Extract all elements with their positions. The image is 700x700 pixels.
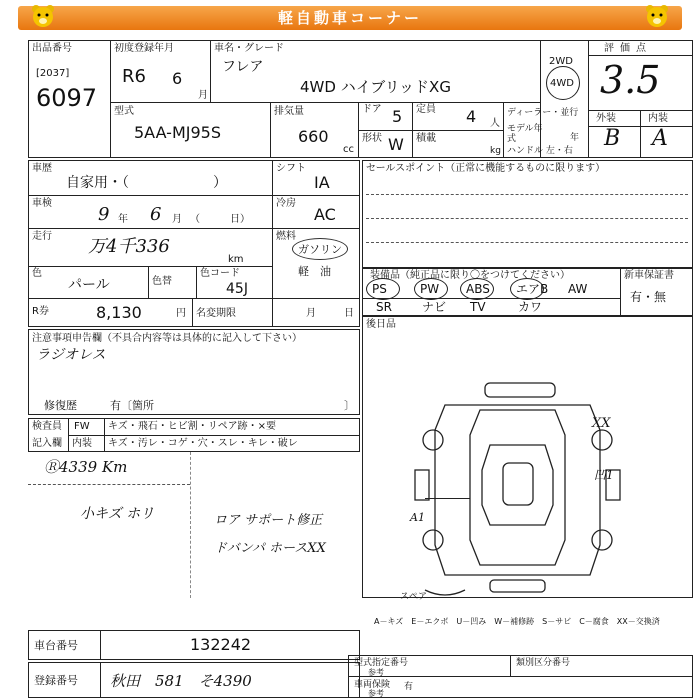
reg-month: 6 <box>172 69 183 88</box>
diagram-mark-u1: 凹1 <box>594 468 614 482</box>
color-code-label: 色コード <box>200 268 240 279</box>
equipment-item: PW <box>420 282 440 296</box>
displacement-unit: cc <box>343 144 354 155</box>
int-grade: A <box>652 126 668 151</box>
transfer-month: 月 <box>306 308 316 319</box>
inspector-label: 検査員 <box>32 421 62 432</box>
equipment-item: カワ <box>518 300 543 314</box>
shape-value: W <box>388 135 404 154</box>
fuel-gasoline-circle <box>292 238 348 260</box>
displacement-value: 660 <box>298 127 329 146</box>
damage-legend: A－キズ E－エクボ U－凹み W－補修跡 S－サビ C－腐食 XX－交換済 <box>374 617 660 626</box>
entry-label: 記入欄 <box>32 438 62 449</box>
load-label: 積載 <box>416 133 436 144</box>
reg-month-unit: 月 <box>198 90 208 101</box>
fw-label: FW <box>74 421 90 432</box>
remark-lower-support: ロア サポート修正 <box>214 513 323 528</box>
lot-number: 6097 <box>36 84 98 112</box>
equipment-item: ナビ <box>422 300 447 314</box>
int-label: 内装 <box>648 113 668 124</box>
displacement-label: 排気量 <box>274 106 304 117</box>
category-number-label: 類別区分番号 <box>516 658 571 668</box>
remark-bumper-hose: ドバンパ ホースXX <box>214 541 326 556</box>
equipment-circle <box>510 278 544 300</box>
shift-value: IA <box>314 173 330 192</box>
type-number-label: 型式指定番号 <box>354 658 409 668</box>
mileage-unit: km <box>228 254 244 265</box>
repair-close-bracket: 〕 <box>344 399 355 412</box>
repair-label: 修復歴 <box>44 399 77 412</box>
car-grade: 4WD ハイブリッドXG <box>300 78 451 96</box>
rear-item-label: 後日品 <box>366 319 396 330</box>
mileage-value: 万4千336 <box>88 236 170 257</box>
doors-label: ドア <box>362 104 382 115</box>
model-label: 型式 <box>114 106 134 117</box>
color-code: 45J <box>226 281 248 297</box>
top-section-frame <box>28 40 693 158</box>
fuel-gasoline: ガソリン <box>298 243 342 256</box>
notes-label: 注意事項申告欄（不具合内容等は具体的に記入して下さい） <box>32 333 302 344</box>
drive-4wd-label: 4WD <box>550 78 574 89</box>
sales-points-label: セールスポイント（正常に機能するものに限ります） <box>366 163 606 174</box>
equipment-item: TV <box>470 300 486 314</box>
car-name-label: 車名・グレード <box>214 43 284 54</box>
shift-label: シフト <box>276 163 306 174</box>
inspection-year: 9 <box>98 204 110 225</box>
car-name: フレア <box>222 59 264 75</box>
insurance-yes: 有 <box>404 682 414 692</box>
inspection-day: （ 日） <box>190 214 250 225</box>
bear-mascot-icon <box>642 2 672 32</box>
transfer-day: 日 <box>344 308 354 319</box>
shape-label: 形状 <box>362 133 382 144</box>
lot-code: [2037] <box>36 68 70 79</box>
remark-scratch: 小キズ ホリ <box>80 506 155 522</box>
reg-label: 初度登録年月 <box>114 43 174 54</box>
equipment-item: エアB <box>516 282 549 296</box>
equipment-circle <box>366 278 400 300</box>
handle-label: ハンドル 左・右 <box>507 146 573 156</box>
color-change-label: 色替 <box>152 276 172 287</box>
car-damage-diagram <box>405 375 630 600</box>
equipment-label: 装備品（純正品に限り〇をつけてください） <box>370 270 570 281</box>
color-label: 色 <box>32 268 42 279</box>
fuel-label: 燃料 <box>276 231 296 242</box>
history-label: 車歴 <box>32 163 52 174</box>
capacity-value: 4 <box>466 107 477 126</box>
model-year-unit: 年 <box>570 133 580 143</box>
recycle-label: R券 <box>32 306 49 317</box>
diagram-mark-xx: XX <box>592 416 611 431</box>
doors-value: 5 <box>392 107 403 126</box>
inspection-year-unit: 年 <box>118 214 128 225</box>
warranty-label: 新車保証書 <box>624 270 674 281</box>
equipment-circle <box>460 278 494 300</box>
capacity-unit: 人 <box>490 118 500 129</box>
header-banner <box>0 0 700 36</box>
insurance-ref: 参考 <box>368 689 384 698</box>
repair-value: 有〔箇所 <box>110 399 154 412</box>
bear-mascot-icon <box>28 2 58 32</box>
rating-label: 評価点 <box>604 43 652 54</box>
model-value: 5AA-MJ95S <box>134 123 221 142</box>
transfer-label: 名変期限 <box>196 308 236 319</box>
equipment-item: SR <box>376 300 392 314</box>
chassis-label: 車台番号 <box>34 639 78 652</box>
capacity-label: 定員 <box>416 104 436 115</box>
lot-label: 出品番号 <box>32 43 72 54</box>
recycle-value: 8,130 <box>96 303 142 322</box>
mileage-label: 走行 <box>32 231 52 242</box>
page-title: 軽自動車コーナー <box>277 9 422 27</box>
ac-label: 冷房 <box>276 198 296 209</box>
ext-grade: B <box>604 126 621 151</box>
diagram-mark-a1: A1 <box>410 511 425 524</box>
diagram-spare: スペア <box>400 592 428 602</box>
model-year-label: モデル年式 <box>507 124 543 144</box>
rating-score: 3.5 <box>600 58 661 102</box>
warranty-value: 有・無 <box>630 290 667 304</box>
reg-era: R6 <box>122 66 146 87</box>
remark-mileage: Ⓡ4339 Km <box>44 458 128 476</box>
sales-points-box <box>362 160 693 268</box>
int-items: キズ・汚レ・コゲ・穴・スレ・キレ・破レ <box>108 438 298 449</box>
dealer-label: ディーラー・並行 <box>507 108 579 118</box>
history-value: 自家用・（ ） <box>66 175 227 191</box>
int-inspect-label: 内装 <box>72 438 92 449</box>
plate-value: 秋田 581 そ4390 <box>110 672 252 690</box>
drive-2wd-label: 2WD <box>549 56 573 67</box>
equipment-circle <box>414 278 448 300</box>
notes-value: ラジオレス <box>36 347 106 363</box>
equipment-item: AW <box>568 282 588 296</box>
fw-items: キズ・飛石・ヒビ割・リペア跡・×要 <box>108 421 276 432</box>
plate-label: 登録番号 <box>34 674 78 687</box>
fuel-diesel: 軽 油 <box>298 265 331 278</box>
inspection-month: 6 <box>150 204 162 225</box>
load-unit: kg <box>490 146 501 156</box>
ac-value: AC <box>314 205 336 224</box>
type-number-ref: 参考 <box>368 668 384 677</box>
recycle-unit: 円 <box>176 308 186 319</box>
insurance-label: 車両保険 <box>354 680 391 690</box>
equipment-item: ABS <box>466 282 490 296</box>
chassis-value: 132242 <box>190 635 252 654</box>
inspection-label: 車検 <box>32 198 52 209</box>
equipment-item: PS <box>372 282 387 296</box>
color-value: パール <box>68 277 110 293</box>
ext-label: 外装 <box>596 113 616 124</box>
inspection-month-unit: 月 <box>172 214 182 225</box>
